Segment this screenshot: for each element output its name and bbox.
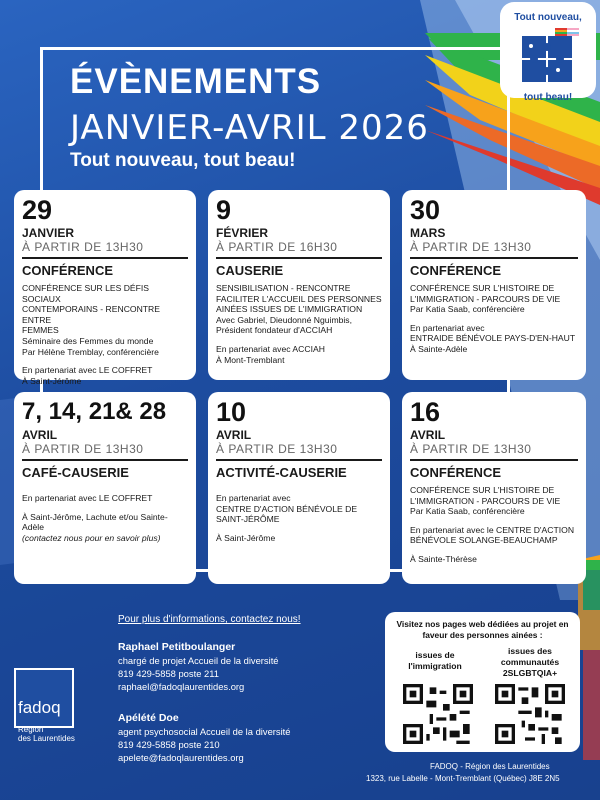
event-day: 7, 14, 21& 28 — [22, 398, 167, 425]
event-location: À Mont-Tremblant — [216, 354, 285, 365]
puzzle-icon — [516, 26, 580, 88]
event-day: 10 — [216, 397, 247, 427]
qr-code-icon[interactable] — [403, 684, 473, 744]
event-location: À Sainte-Adèle — [410, 343, 468, 354]
contact-name: Apélété Doe — [118, 712, 179, 724]
tagline: Tout nouveau, tout beau! — [70, 150, 296, 171]
event-day: 9 — [216, 195, 232, 225]
event-month: MARS — [410, 226, 446, 240]
event-location: À Sainte-Thérèse — [410, 553, 477, 564]
event-time: À PARTIR DE 13H30 — [22, 240, 144, 254]
event-line: Avec Gabriel, Dieudonné Nguimbis, — [216, 314, 352, 325]
logo-region-line1: Région — [18, 725, 44, 734]
event-note: (contactez nous pour en savoir plus) — [22, 532, 161, 543]
address-line1: FADOQ - Région des Laurentides — [430, 762, 550, 771]
qr-panel — [385, 612, 580, 752]
contact-phone[interactable]: 819 429-5858 poste 210 — [118, 739, 220, 750]
qr-label-2slgbtqia: issues des communautés 2SLGBTQIA+ — [500, 646, 560, 678]
event-line: CONFÉRENCE SUR L'HISTOIRE DE — [410, 283, 555, 293]
event-location: À Saint-Jérôme, Lachute et/ou Sainte- — [22, 511, 168, 522]
event-partner-name: ENTRAIDE BÉNÉVOLE PAYS-D'EN-HAUT — [410, 333, 576, 344]
page-title: ÉVÈNEMENTS — [70, 62, 322, 101]
event-month: AVRIL — [410, 428, 446, 442]
event-card-2 — [208, 190, 390, 380]
event-type: CAUSERIE — [216, 263, 284, 278]
contact-person-1 — [118, 641, 279, 693]
divider — [216, 459, 382, 461]
badge-line2: tout beau! — [523, 92, 573, 103]
fadoq-logo-region — [18, 725, 75, 743]
event-line: Par Hélène Tremblay, conférencière — [22, 346, 159, 357]
event-day: 30 — [410, 195, 441, 225]
divider — [216, 257, 382, 259]
event-line: CONFÉRENCE SUR L'HISTOIRE DE — [410, 485, 555, 495]
event-partner: En partenariat avec ACCIAH — [216, 343, 325, 354]
event-type: CAFÉ-CAUSERIE — [22, 465, 129, 480]
event-line: CONFÉRENCE SUR LES DÉFIS SOCIAUX — [22, 283, 150, 304]
event-partner: En partenariat avec LE COFFRET — [22, 365, 153, 376]
event-location: À Saint-Jérôme — [216, 532, 276, 543]
event-line: FACILITER L'ACCUEIL DES PERSONNES — [216, 293, 382, 304]
event-partner: En partenariat avec le CENTRE D'ACTION — [410, 524, 575, 535]
event-type: CONFÉRENCE — [410, 465, 502, 480]
event-type: CONFÉRENCE — [410, 263, 502, 278]
event-time: À PARTIR DE 13H30 — [410, 240, 532, 254]
badge — [500, 2, 596, 103]
event-time: À PARTIR DE 13H30 — [216, 442, 338, 456]
event-card-6 — [402, 392, 586, 584]
event-card-5 — [208, 392, 390, 584]
divider — [410, 257, 578, 259]
badge-line1: Tout nouveau, — [514, 12, 582, 23]
event-month: AVRIL — [216, 428, 252, 442]
event-type: CONFÉRENCE — [22, 263, 114, 278]
event-line: Par Katia Saab, conférencière — [410, 506, 525, 517]
event-line: Président fondateur d'ACCIAH — [216, 325, 333, 336]
contact-name: Raphael Petitboulanger — [118, 641, 236, 653]
contact-email[interactable]: raphael@fadoqlaurentides.org — [118, 681, 245, 692]
event-line: AINÉES ISSUES DE L'IMMIGRATION — [216, 304, 363, 315]
event-line: L'IMMIGRATION - PARCOURS DE VIE — [410, 495, 561, 506]
fadoq-logo-word: fadoq — [18, 698, 61, 717]
event-time: À PARTIR DE 13H30 — [22, 442, 144, 456]
event-month: FÉVRIER — [216, 226, 269, 240]
event-location: Adèle — [22, 522, 44, 533]
event-card-1 — [14, 190, 196, 386]
contact-phone[interactable]: 819 429-5858 poste 211 — [118, 668, 219, 679]
address-line2: 1323, rue Labelle - Mont-Tremblant (Québec) J8E 2N5 — [366, 774, 560, 783]
event-line: SENSIBILISATION - RENCONTRE — [216, 283, 351, 293]
event-partner-name: SAINT-JÉRÔME — [216, 514, 280, 525]
contact-email[interactable]: apelete@fadoqlaurentides.org — [118, 752, 244, 763]
event-time: À PARTIR DE 13H30 — [410, 442, 532, 456]
event-day: 29 — [22, 195, 53, 225]
event-line: FEMMES — [22, 325, 59, 336]
qr-code-icon[interactable] — [495, 684, 565, 744]
event-month: JANVIER — [22, 226, 75, 240]
event-day: 16 — [410, 397, 441, 427]
event-line: CONTEMPORAINS - RENCONTRE ENTRE — [22, 304, 160, 325]
event-time: À PARTIR DE 16H30 — [216, 240, 338, 254]
qr-label-immigration: issues de l'immigration — [408, 650, 462, 671]
divider — [22, 257, 188, 259]
date-range: JANVIER-AVRIL 2026 — [70, 108, 429, 148]
event-line: L'IMMIGRATION - PARCOURS DE VIE — [410, 293, 561, 304]
event-card-3 — [402, 190, 586, 380]
event-location: À Saint-Jérôme — [22, 375, 82, 386]
contact-role: agent psychosocial Accueil de la diversité — [118, 726, 291, 737]
contact-person-2 — [118, 712, 291, 764]
event-partner-name: CENTRE D'ACTION BÉNÉVOLE DE — [216, 503, 358, 514]
event-partner: En partenariat avec — [216, 493, 291, 503]
divider — [410, 459, 578, 461]
event-partner: En partenariat avec — [410, 322, 485, 333]
event-partner: En partenariat avec LE COFFRET — [22, 493, 153, 503]
contact-role: chargé de projet Accueil de la diversité — [118, 655, 279, 666]
event-type: ACTIVITÉ-CAUSERIE — [216, 465, 347, 480]
event-card-4 — [14, 392, 196, 584]
contact-link[interactable]: Pour plus d'informations, contactez nous! — [118, 614, 301, 625]
logo-region-line2: des Laurentides — [18, 734, 75, 743]
event-partner-name: BÉNÉVOLE SOLANGE-BEAUCHAMP — [410, 535, 558, 546]
event-line: Par Katia Saab, conférencière — [410, 304, 525, 315]
event-month: AVRIL — [22, 428, 58, 442]
qr-heading: Visitez nos pages web dédiées au projet en faveur des personnes ainées : — [396, 619, 569, 640]
event-line: Séminaire des Femmes du monde — [22, 335, 154, 346]
divider — [22, 459, 188, 461]
